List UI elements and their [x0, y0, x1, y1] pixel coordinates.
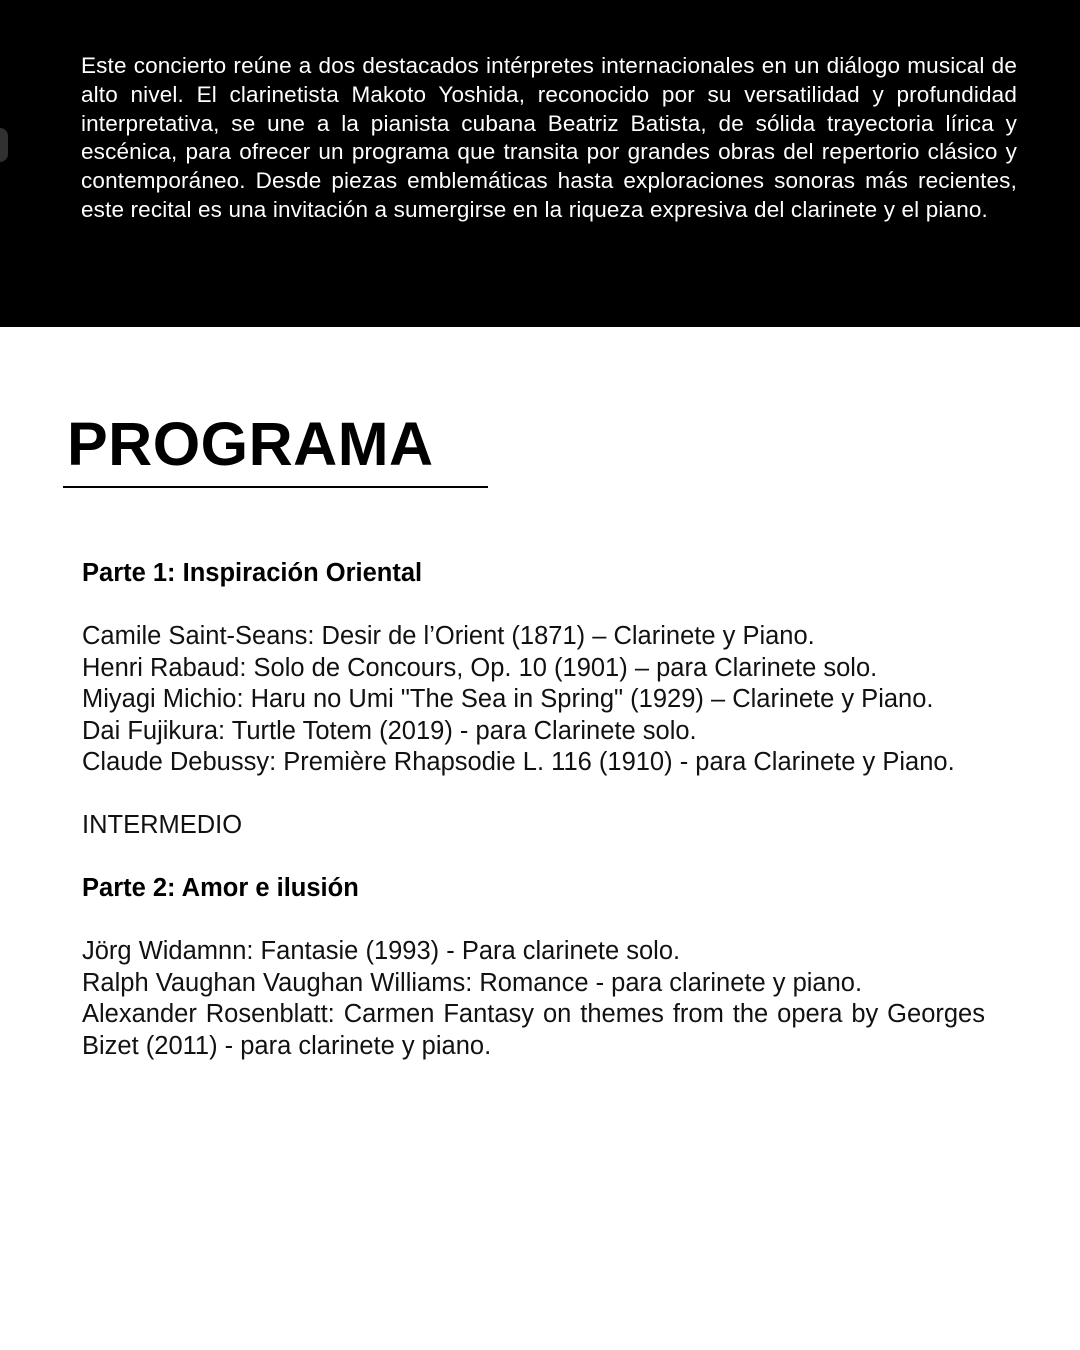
spacer	[82, 779, 985, 811]
part-1-heading: Parte 1: Inspiración Oriental	[82, 559, 423, 587]
program-list	[82, 558, 985, 1062]
program-item: Jörg Widamnn: Fantasie (1993) - Para clarinete solo.	[82, 937, 681, 965]
program-item: Ralph Vaughan Vaughan Williams: Romance - para clarinete y piano.	[82, 968, 863, 997]
spacer	[82, 590, 985, 622]
program-item: Camile Saint-Seans: Desir de l’Orient (1871) – Clarinete y Piano.	[82, 622, 815, 650]
program-item: Claude Debussy: Première Rhapsodie L. 116 (1910) - para Clarinete y Piano.	[82, 748, 955, 776]
spacer	[82, 842, 985, 874]
program-title: PROGRAMA	[67, 410, 434, 478]
program-item: Dai Fujikura: Turtle Totem (2019) - para Clarinete solo.	[82, 716, 697, 745]
title-underline	[63, 486, 488, 488]
intro-banner	[0, 0, 1080, 327]
program-item: Miyagi Michio: Haru no Umi "The Sea in Spring" (1929) – Clarinete y Piano.	[82, 685, 934, 713]
intermission-label: INTERMEDIO	[82, 811, 243, 839]
intro-paragraph: Este concierto reúne a dos destacados intérpretes internacionales en un diálogo musical de alto nivel. El clarinetista Makoto Yoshida, reconocido por su versatilidad y profundidad interpretativa, se une a la pianista cubana Beatriz Batista, de sólida trayectoria lírica y escénica, para ofrecer un programa que transita por grandes obras del repertorio clásico y contemporáneo. Desde piezas emblemáticas hasta exploraciones sonoras más recientes, este recital es una invitación a sumergirse en la riqueza expresiva del clarinete y el piano.	[81, 53, 1017, 222]
program-item: Alexander Rosenblatt: Carmen Fantasy on themes from the opera by Georges Bizet (2011) - para clarinete y piano.	[82, 1000, 985, 1060]
spacer	[82, 905, 985, 937]
program-item: Henri Rabaud: Solo de Concours, Op. 10 (1901) – para Clarinete solo.	[82, 653, 878, 682]
cropped-photo-edge	[0, 128, 8, 162]
part-2-heading: Parte 2: Amor e ilusión	[82, 874, 359, 902]
